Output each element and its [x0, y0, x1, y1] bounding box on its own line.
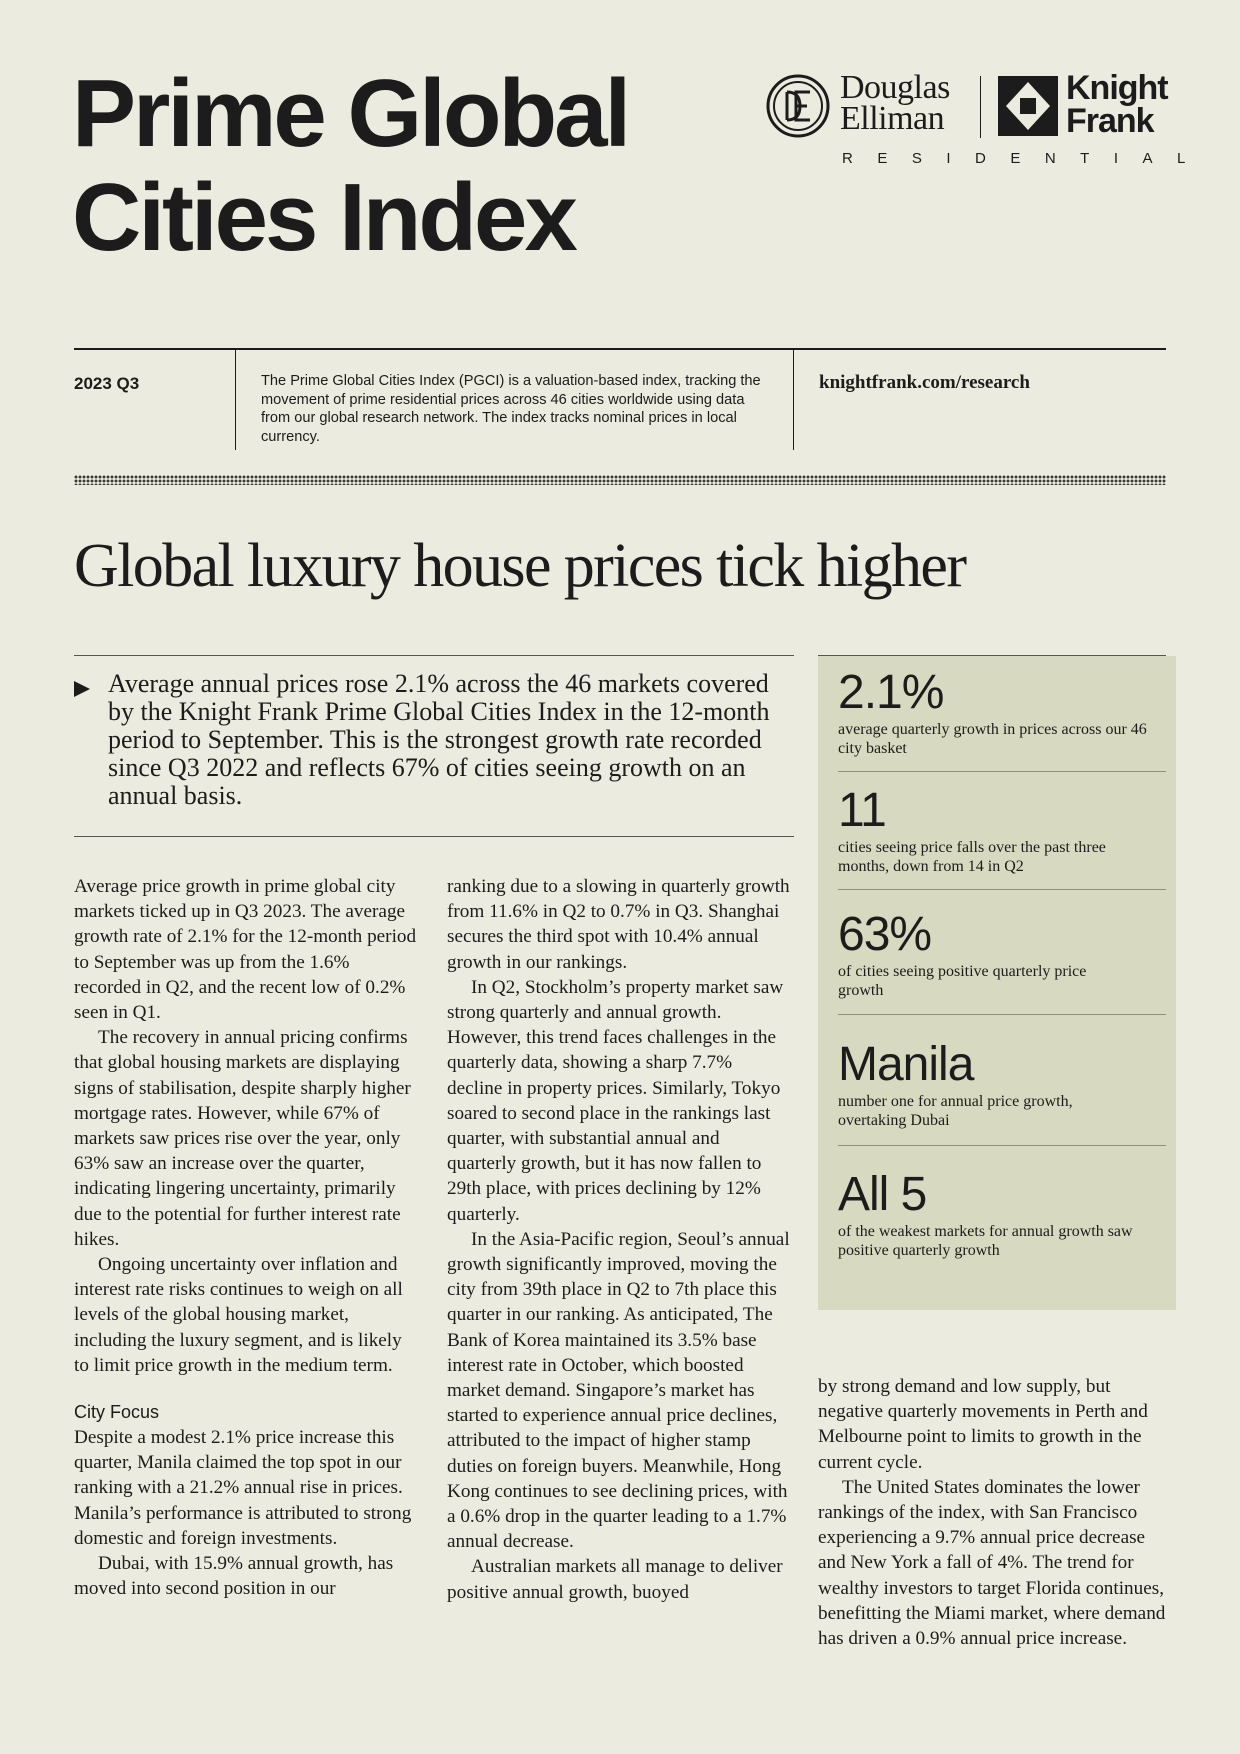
body-paragraph: Dubai, with 15.9% annual growth, has moved into second position in our — [74, 1553, 394, 1600]
logo-divider — [980, 76, 981, 138]
stat-divider — [838, 1014, 1166, 1015]
stat-description: cities seeing price falls over the past three months, down from 14 in Q2 — [838, 839, 1106, 875]
stat-value: Manila — [838, 1038, 974, 1091]
lead-top-rule — [74, 655, 794, 656]
headline: Global luxury house prices tick higher — [74, 532, 966, 600]
douglas-elliman-monogram-icon — [766, 74, 830, 138]
page-title — [72, 62, 712, 270]
body-column-2 — [447, 874, 792, 1605]
lead-bottom-rule — [74, 836, 794, 837]
stat-value: 63% — [838, 908, 932, 961]
body-paragraph: Average price growth in prime global city markets ticked up in Q3 2023. The average growth rate of 2.1% for the 12-month period to September was up from the 1.6% recorded in Q2, and the recent low of 0.2% seen in Q1. — [74, 876, 417, 1024]
body-paragraph: In Q2, Stockholm’s property market saw strong quarterly and annual growth. However, this trend faces challenges in the quarterly data, showing a sharp 7.7% decline in property prices. Similarly, Tokyo soared to second place in the rankings last quarter, with substantial annual and quarterly growth, but it has now fallen to 29th place, with prices declining by 12% quarterly. — [447, 976, 784, 1225]
stat-value: All 5 — [838, 1168, 927, 1221]
info-divider-2 — [793, 350, 794, 450]
title-line-2: Cities Index — [72, 164, 575, 271]
douglas-elliman-wordmark — [840, 69, 990, 137]
stat-item — [838, 784, 1148, 876]
body-paragraph: Australian markets all manage to deliver positive annual growth, buoyed — [447, 1556, 783, 1603]
stat-description: of the weakest markets for annual growth saw positive quarterly growth — [838, 1223, 1133, 1259]
stat-item — [838, 1168, 1148, 1260]
douglas-word: Douglas — [840, 69, 950, 106]
body-paragraph: The recovery in annual pricing confirms that global housing markets are displaying signs of stabilisation, despite sharply higher mortgage rates. However, while 67% of markets saw prices rise over the year, only 63% saw an increase over the quarter, indicating lingering uncertainty, primarily due to the potential for further interest rate hikes. — [74, 1027, 411, 1250]
index-description: The Prime Global Cities Index (PGCI) is a valuation-based index, tracking the movement of prime residential prices across 46 cities worldwide using data from our global research network. The index tracks nominal prices in local currency. — [261, 373, 761, 445]
research-website-link[interactable]: knightfrank.com/research — [819, 372, 1030, 393]
title-line-1: Prime Global — [72, 60, 629, 167]
issue-label: 2023 Q3 — [74, 374, 140, 393]
lead-paragraph: Average annual prices rose 2.1% across the 46 markets covered by the Knight Frank Prime Global Cities Index in the 12-month period to September. This is the strongest growth rate recorded since Q3 2022 and reflects 67% of cities seeing growth on an annual basis. — [108, 669, 770, 810]
body-paragraph: The United States dominates the lower rankings of the index, with San Francisco experiencing a 9.7% annual price decrease and New York a fall of 4%. The trend for wealthy investors to target Florida continues, benefitting the Miami market, where demand has driven a 0.9% annual price increase. — [818, 1476, 1166, 1650]
stat-divider — [838, 771, 1166, 772]
info-divider-1 — [235, 350, 236, 450]
info-top-rule — [74, 348, 1166, 350]
stat-description: of cities seeing positive quarterly price growth — [838, 963, 1087, 999]
body-column-3 — [818, 1374, 1166, 1651]
stat-item — [838, 908, 1148, 1000]
knight-frank-checker-icon — [998, 76, 1058, 136]
stat-value: 11 — [838, 784, 886, 837]
key-stats-panel — [818, 656, 1176, 1310]
lead-arrow-icon — [74, 681, 90, 697]
residential-label: RESIDENTIAL — [842, 150, 1210, 167]
body-paragraph: Ongoing uncertainty over inflation and interest rate risks continues to weigh on all levels of the global housing market, including the luxury segment, and is likely to limit price growth in the medium term. — [74, 1254, 403, 1376]
section-subheading: City Focus — [74, 1402, 160, 1423]
publisher-logos — [766, 69, 1210, 172]
knight-word: Knight — [1066, 69, 1168, 107]
stat-divider — [838, 889, 1166, 890]
stat-description: average quarterly growth in prices across our 46 city basket — [838, 721, 1147, 757]
stat-item — [838, 666, 1148, 758]
stat-item — [838, 1038, 1148, 1130]
knight-frank-wordmark — [1066, 69, 1186, 140]
body-paragraph: In the Asia-Pacific region, Seoul’s annual growth significantly improved, moving the city from 39th place in Q2 to 7th place this quarter in our ranking. As anticipated, The Bank of Korea maintained its 3.5% base interest rate in October, which boosted market demand. Singapore’s market has started to experience annual price declines, attributed to the impact of higher stamp duties on foreign buyers. Meanwhile, Hong Kong continues to see declining prices, with a 0.6% drop in the quarter leading to a 1.7% annual decrease. — [447, 1228, 790, 1553]
stat-description: number one for annual price growth, overtaking Dubai — [838, 1093, 1073, 1129]
dotted-divider — [74, 475, 1166, 485]
frank-word: Frank — [1066, 102, 1154, 140]
body-paragraph: by strong demand and low supply, but negative quarterly movements in Perth and Melbourne point to limits to growth in the current cycle. — [818, 1376, 1148, 1473]
body-column-1 — [74, 874, 419, 1601]
stat-divider — [838, 1145, 1166, 1146]
body-paragraph: Despite a modest 2.1% price increase this quarter, Manila claimed the top spot in our ranking with a 21.2% annual rise in prices. Manila’s performance is attributed to strong domestic and foreign investments. — [74, 1427, 412, 1549]
elliman-word: Elliman — [840, 100, 945, 137]
stat-value: 2.1% — [838, 666, 944, 719]
body-paragraph: ranking due to a slowing in quarterly growth from 11.6% in Q2 to 0.7% in Q3. Shanghai secures the third spot with 10.4% annual growth in our rankings. — [447, 876, 790, 973]
